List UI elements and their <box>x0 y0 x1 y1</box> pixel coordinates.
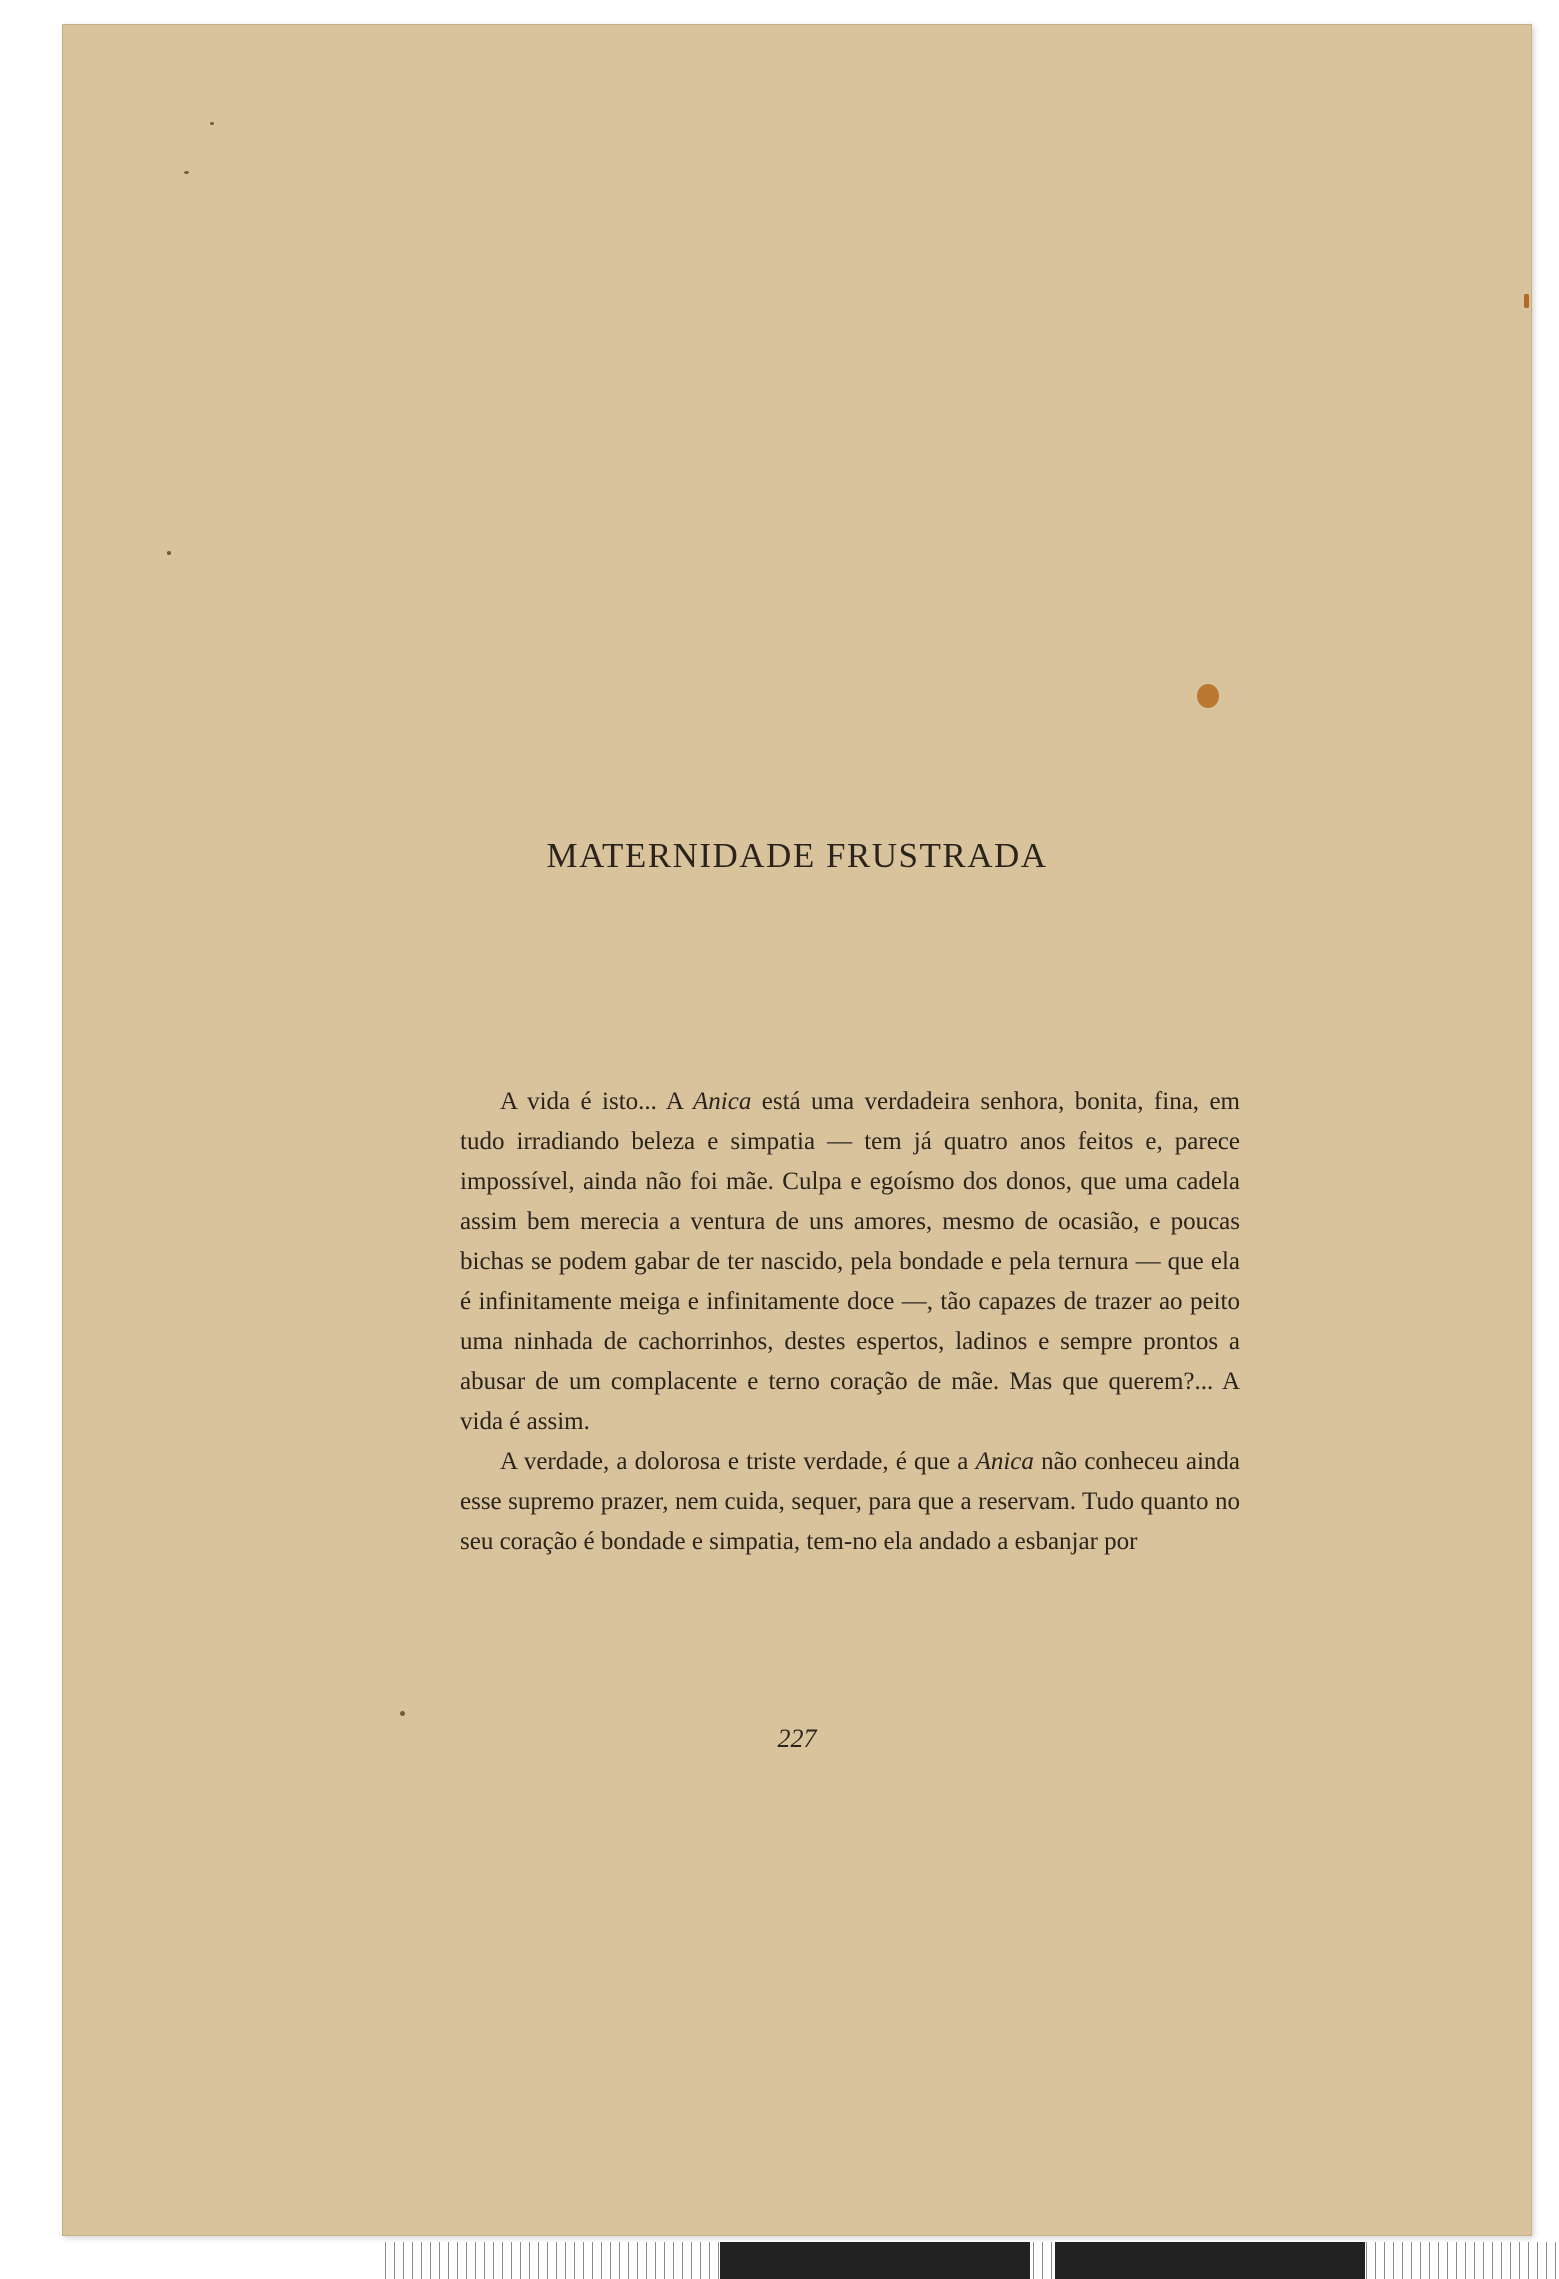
ruler-block <box>1055 2242 1365 2279</box>
scale-ruler <box>385 2242 1559 2279</box>
text-run: está uma verdadeira senhora, bonita, fina, em tudo irradiando beleza e simpatia — tem já quatro anos feitos e, parece impossível, ainda não foi mãe. Culpa e egoísmo dos donos, que uma cadela assim bem merecia a ventura de uns amores, mesmo de ocasião, e poucas bichas se podem gabar de ter nascido, pela bondade e pela ternura — que ela é infinitamente meiga e infinitamente doce —, tão capazes de trazer ao peito uma ninhada de cachorrinhos, destes espertos, ladinos e sempre prontos a abusar de um complacente e terno coração de mãe. Mas que querem?... A vida é assim. <box>460 1088 1240 1435</box>
speck <box>400 1711 405 1716</box>
edge-mark <box>1524 294 1529 308</box>
ruler-block <box>720 2242 1030 2279</box>
text-run: A vida é isto... A <box>500 1088 694 1115</box>
page-title: MATERNIDADE FRUSTRADA <box>546 836 1048 875</box>
body-text <box>460 1082 1240 1562</box>
italic-name: Anica <box>975 1448 1034 1475</box>
paragraph <box>460 1442 1240 1562</box>
stain-mark <box>1197 684 1219 708</box>
text-run: A verdade, a dolorosa e triste verdade, é que a <box>500 1448 976 1475</box>
page-number: 227 <box>777 1724 817 1753</box>
speck <box>167 551 171 555</box>
speck <box>184 171 189 174</box>
paragraph <box>460 1082 1240 1442</box>
text-run: não conheceu ainda esse supremo prazer, nem cuida, sequer, para que a reservam. Tudo quanto no seu coração é bondade e simpatia, tem-no ela andado a esbanjar por <box>460 1448 1241 1555</box>
italic-name: Anica <box>693 1088 752 1115</box>
document-page <box>62 24 1532 2236</box>
speck <box>210 122 214 125</box>
